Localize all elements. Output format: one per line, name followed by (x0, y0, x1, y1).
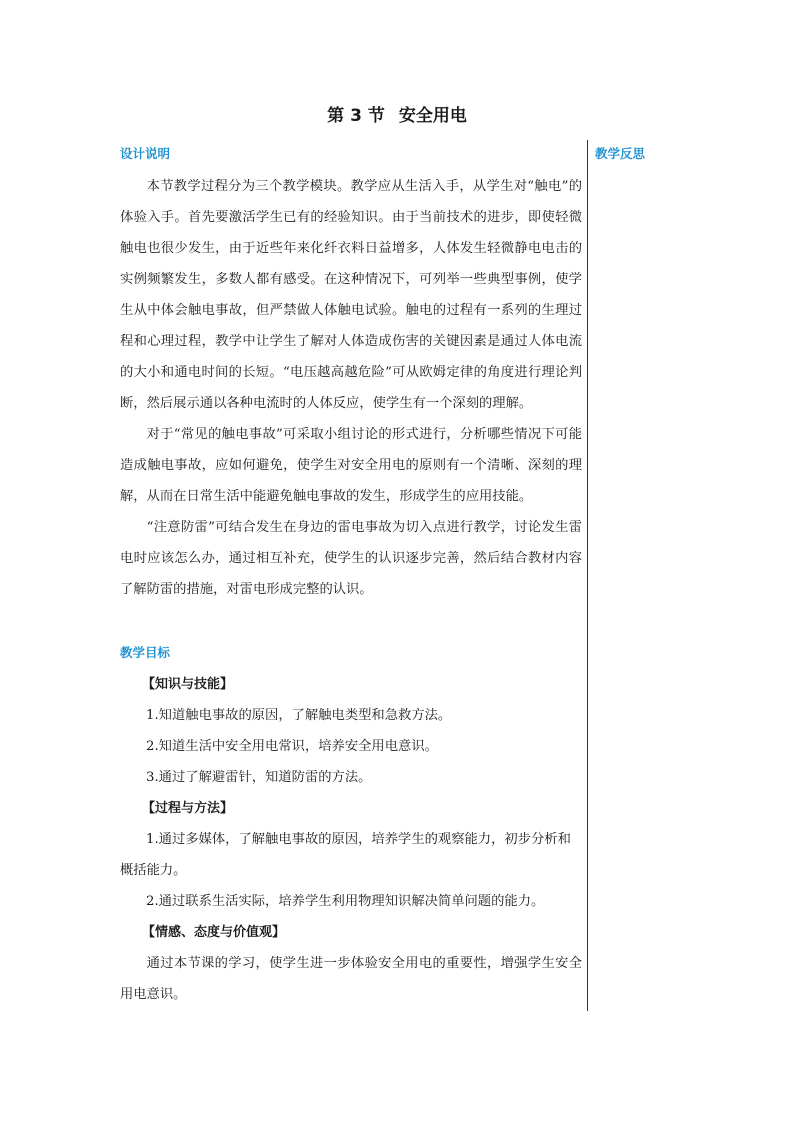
emotion-values-label: 【情感、态度与价值观】 (142, 925, 286, 940)
goal-item: 3.通过了解避雷针，知道防雷的方法。 (146, 770, 372, 785)
section-title: 安全用电 (398, 106, 467, 126)
goal-item: 1.知道触电事故的原因，了解触电类型和急救方法。 (146, 708, 452, 723)
design-paragraph: 本节教学过程分为三个教学模块。教学应从生活入手，从学生对“触电”的体验入手。首先要激活学生已有的经验知识。由于当前技术的进步，即使轻微触电也很少发生，由于近些年来化纤衣料日益增多，人体发生轻微静电电击的实例频繁发生，多数人都有感受。在这种情况下，可列举一些典型事例，使学生从中体会触电事故，但严禁做人体触电试验。触电的过程有一系列的生理过程和心理过程，教学中让学生了解对人体造成伤害的关键因素是通过人体电流的大小和通电时间的长短。“电压越高越危险”可从欧姆定律的角度进行理论判断，然后展示通以各种电流时的人体反应，使学生有一个深刻的理解。 (120, 179, 582, 411)
design-paragraph: “注意防雷”可结合发生在身边的雷电事故为切入点进行教学，讨论发生雷电时应该怎么办，通过相互补充，使学生的认识逐步完善，然后结合教材内容了解防雷的措施，对雷电形成完整的认识。 (120, 520, 582, 597)
page-title (0, 104, 794, 128)
emotion-values-text: 通过本节课的学习，使学生进一步体验安全用电的重要性，增强学生安全用电意识。 (120, 956, 582, 1002)
teaching-goals-heading: 教学目标 (120, 645, 171, 660)
teaching-reflection-heading: 教学反思 (595, 146, 646, 161)
goal-item: 2.通过联系生活实际，培养学生利用物理知识解决简单问题的能力。 (146, 894, 545, 909)
section-number: 第 3 节 (327, 106, 385, 126)
knowledge-skills-label: 【知识与技能】 (142, 677, 234, 692)
design-notes-body (120, 171, 582, 605)
design-paragraph: 对于“常见的触电事故”可采取小组讨论的形式进行，分析哪些情况下可能造成触电事故，应如何避免，使学生对安全用电的原则有一个清晰、深刻的理解，从而在日常生活中能避免触电事故的发生，形成学生的应用技能。 (120, 427, 582, 504)
goal-item: 2.知道生活中安全用电常识，培养安全用电意识。 (146, 739, 438, 754)
teaching-goals-body (120, 669, 582, 1010)
goal-item: 1.通过多媒体，了解触电事故的原因，培养学生的观察能力，初步分析和概括能力。 (120, 832, 571, 878)
column-divider (587, 140, 588, 1011)
process-methods-label: 【过程与方法】 (142, 801, 234, 816)
design-notes-heading: 设计说明 (120, 146, 171, 161)
